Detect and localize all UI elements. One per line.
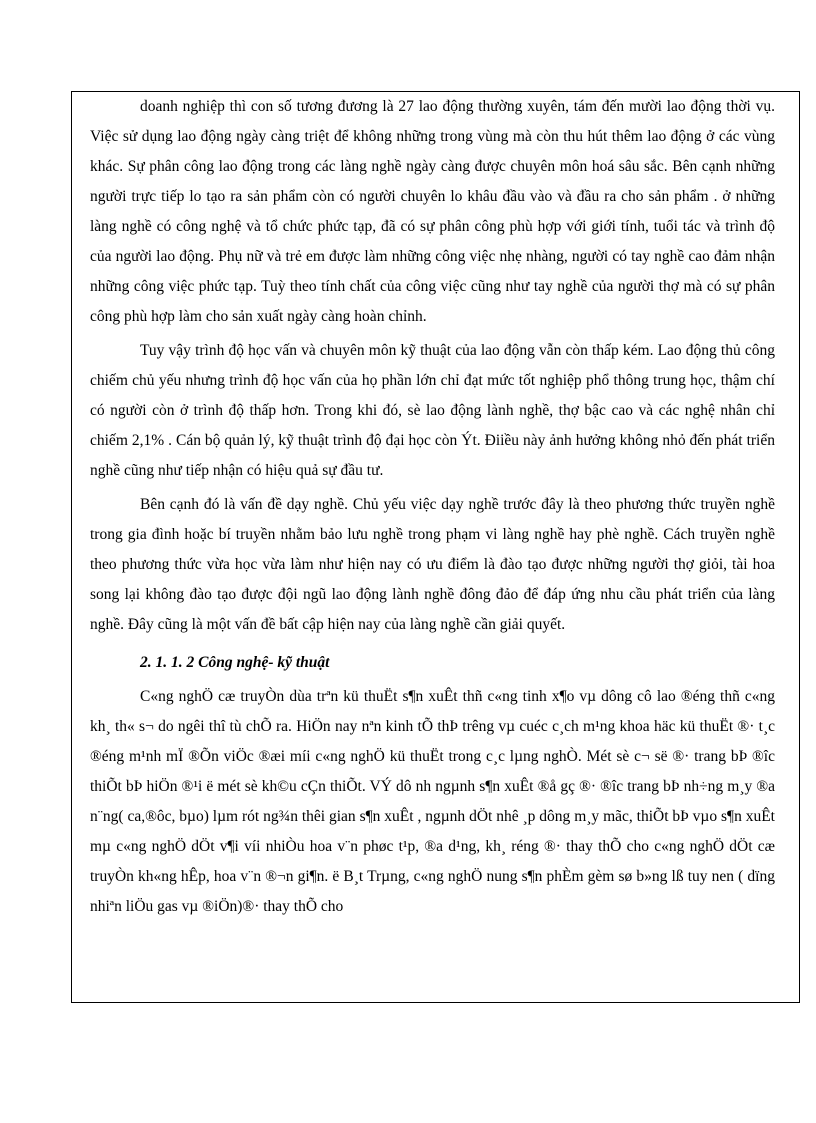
paragraph-vocational-training: Bên cạnh đó là vấn đề dạy nghề. Chủ yếu việc dạy nghề trước đây là theo phương thức truyền nghề trong gia đình hoặc bí truyền nhằm bảo lưu nghề trong phạm vi làng nghề hay phè nghề. Cách truyền nghề theo phương thức vừa học vừa làm như hiện nay có ưu điểm là đào tạo được những người thợ giỏi, tài hoa song lại không đào tạo được đội ngũ lao động lành nghề đông đảo để đáp ứng nhu cầu phát triển của làng nghề. Đây cũng là một vấn đề bất cập hiện nay của làng nghề cần giải quyết.	[90, 496, 775, 633]
section-heading-technology: 2. 1. 1. 2 Công nghệ- kỹ thuật	[140, 654, 330, 671]
page-border	[71, 91, 800, 1003]
paragraph-education-level: Tuy vậy trình độ học vấn và chuyên môn kỹ thuật của lao động vẫn còn thấp kém. Lao động thủ công chiếm chủ yếu nhưng trình độ học vấn của họ phần lớn chỉ đạt mức tốt nghiệp phổ thông trung học, thậm chí có người còn ở trình độ thấp hơn. Trong khi đó, sè lao động lành nghề, thợ bậc cao và các nghệ nhân chỉ chiếm 2,1% . Cán bộ quản lý, kỹ thuật trình độ đại học còn Ýt. Điiều này ảnh hưởng không nhỏ đến phát triển nghề cũng như tiếp nhận có hiệu quả sự đầu tư.	[90, 342, 775, 479]
document-body	[72, 92, 799, 922]
paragraph-technology: C«ng nghÖ cæ truyÒn dùa trªn kü thuËt s¶n xuÊt thñ c«ng tinh x¶o vµ dông cô lao ®éng thñ c«ng kh¸ th« s¬ do ngêi thî tù chÕ ra. HiÖn nay nªn kinh tÕ thÞ trêng vµ cuéc c¸ch m¹ng khoa häc kü thuËt ®· t¸c ®éng m¹nh mÏ ®Õn viÖc ®æi míi c«ng nghÖ kü thuËt trong c¸c lµng nghÒ. Mét sè c¬ së ®· trang bÞ ®îc thiÕt bÞ hiÖn ®¹i ë mét sè kh©u cÇn thiÕt. VÝ dô nh ngµnh s¶n xuÊt ®å gç ®· ®îc trang bÞ nh÷ng m¸y ®a n¨ng( ca,®ôc, bµo) lµm rót ng¾n thêi gian s¶n xuÊt , ngµnh dÖt nhê ¸p dông m¸y mãc, thiÕt bÞ vµo s¶n xuÊt mµ c«ng nghÖ dÖt v¶i víi nhiÒu hoa v¨n phøc t¹p, ®a d¹ng, kh¸ réng ®· thay thÕ cho c«ng nghÖ dÖt cæ truyÒn kh«ng hÊp, hoa v¨n ®¬n gi¶n. ë B¸t Trµng, c«ng nghÖ nung s¶n phÈm gèm sø b»ng lß tuy nen ( dïng nhiªn liÖu gas vµ ®iÖn)®· thay thÕ cho	[90, 688, 775, 915]
paragraph-labor-division: doanh nghiệp thì con số tương đương là 27 lao động thường xuyên, tám đến mười lao động thời vụ. Việc sử dụng lao động ngày càng triệt để không những trong vùng mà còn thu hút thêm lao động ở các vùng khác. Sự phân công lao động trong các làng nghề ngày càng được chuyên môn hoá sâu sắc. Bên cạnh những người trực tiếp lo tạo ra sản phẩm còn có người chuyên lo khâu đầu vào và đầu ra cho sản phẩm . ở những làng nghề có công nghệ và tổ chức phức tạp, đã có sự phân công phù hợp với giới tính, tuổi tác và trình độ của người lao động. Phụ nữ và trẻ em được làm những công việc nhẹ nhàng, người có tay nghề cao đảm nhận những công việc phức tạp. Tuỳ theo tính chất của công việc cũng như tay nghề của người thợ mà có sự phân công phù hợp làm cho sản xuất ngày càng hoàn chỉnh.	[90, 98, 775, 325]
